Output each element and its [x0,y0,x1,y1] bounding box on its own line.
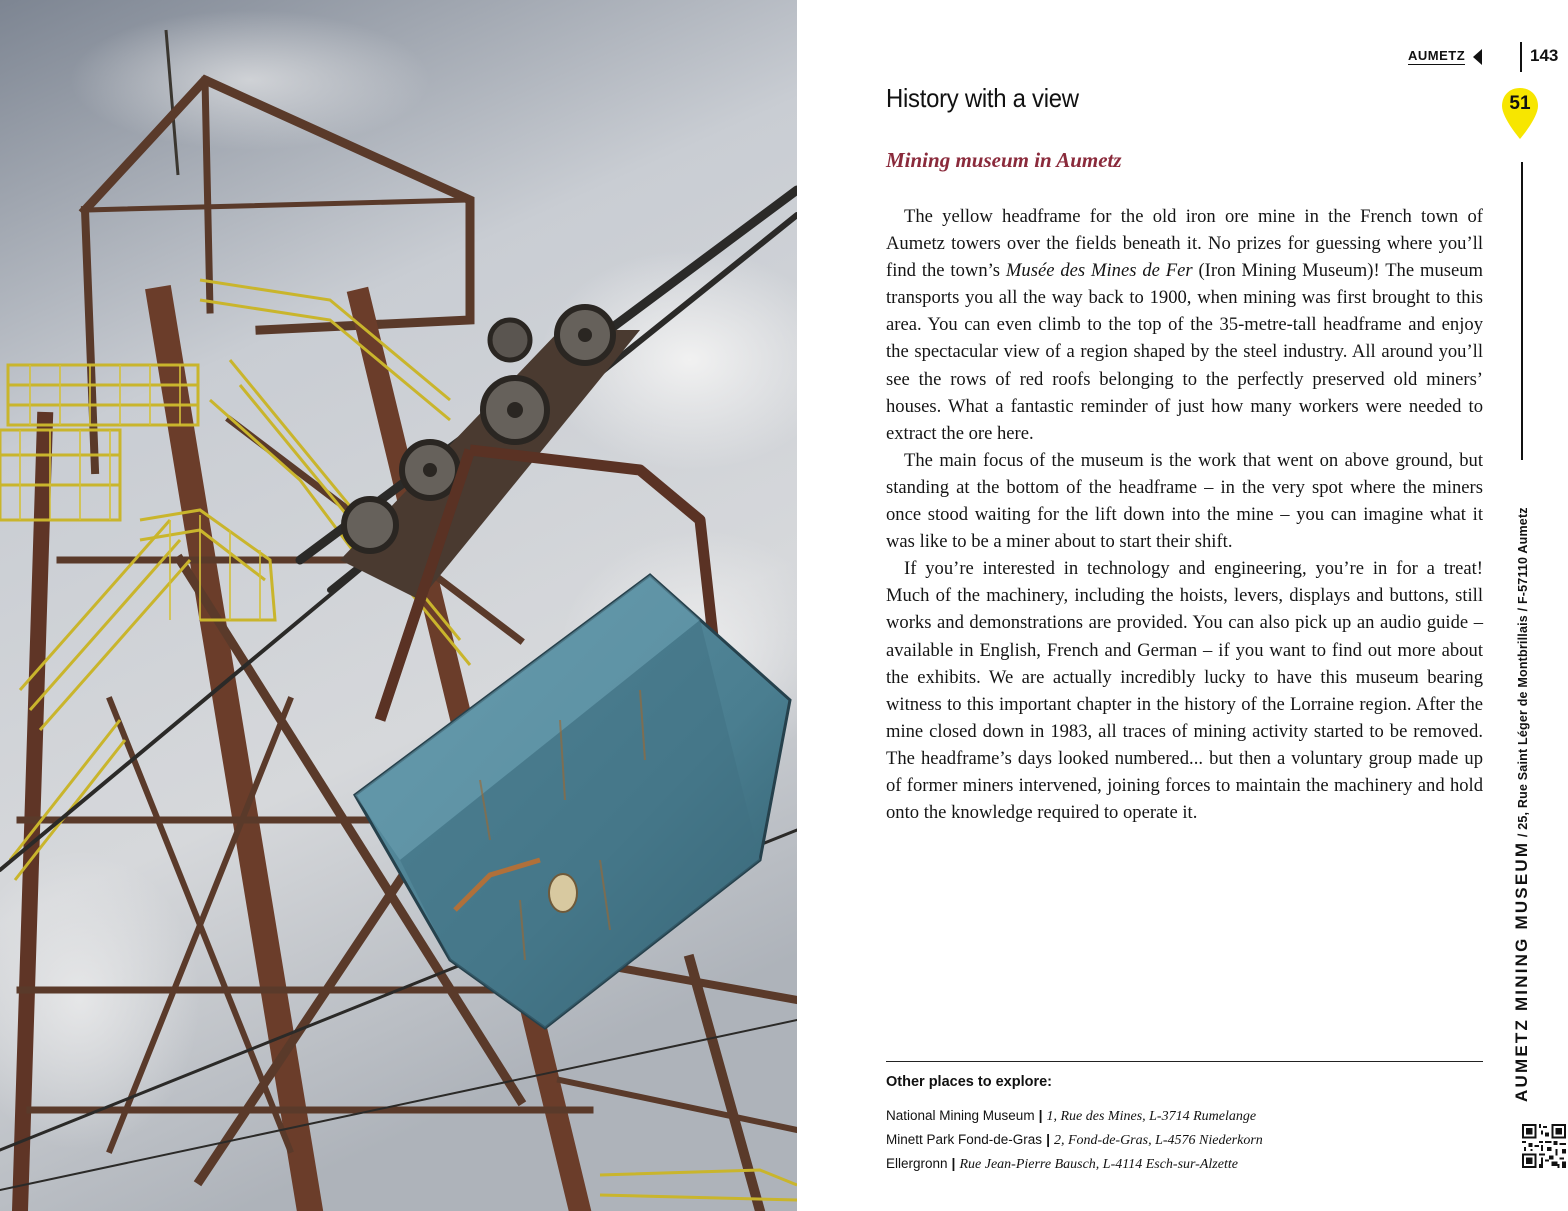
museum-french-name: Musée des Mines de Fer [1005,260,1193,282]
article-subtitle: Mining museum in Aumetz [886,148,1122,172]
page-number: 143 [1530,46,1559,65]
page-number-divider [1520,42,1522,72]
place-name: Minett Park Fond-de-Gras [886,1132,1043,1147]
article-title: History with a view [886,83,1079,113]
sidebar-title [1512,507,1532,1102]
separator: | [1038,1107,1043,1123]
paragraph-3: If you’re interested in technology and engineering, you’re in for a treat! Much of the machinery, including the hoists, levers, displays and buttons, still works and demonstrations are provided. You can also pick up an audio guide – available in English, French and German – if you want to find out more about the exhibits. We are actually incredibly lucky to have this museum bearing witness to this important chapter in the history of the Lorraine region. After the mine closed down in 1983, all traces of mining activity started to be removed. The headframe’s days looked numbered... but then a voluntary group made up of former miners intervened, joining forces to maintain the machinery and hold onto the knowledge required to operate it. [886,558,1483,824]
separator: | [1046,1131,1050,1147]
article-body [886,203,1483,826]
footer-divider [886,1061,1483,1062]
list-item [886,1104,1263,1128]
separator: | [951,1155,956,1171]
paragraph-2: The main focus of the museum is the work that went on above ground, but standing at the bottom of the headframe – in the very spot where the miners once stood waiting for the lift down into the mine – you can imagine what it was like to be a miner about to start their shift. [886,449,1483,553]
sidebar-place-name: AUMETZ MINING MUSEUM [1512,840,1531,1102]
section-tag: AUMETZ [1408,48,1466,63]
paragraph-1: The yellow headframe for the old iron ore mine in the French town of Aumetz towers over the fields beneath it. No prizes for guessing where you’ll find the town’s Musée des Mines de Fer (Iron Mining Museum)! The museum transports you all the way back to 1900, when mining was first brought to this area. You can even climb to the top of the 35-metre-tall headframe and enjoy the spectacular view of a region shaped by the steel industry. All around you’ll see the rows of red roofs belonging to the perfectly preserved old miners’ houses. What a fantastic reminder of just how many workers were needed to extract the ore here. [886,206,1483,444]
list-item [886,1152,1263,1176]
list-item [886,1128,1263,1152]
place-name: National Mining Museum [886,1108,1035,1123]
qr-code-icon[interactable] [1522,1124,1566,1168]
place-address: Rue Jean-Pierre Bausch, L-4114 Esch-sur-Alzette [959,1157,1238,1172]
place-address: 2, Fond-de-Gras, L-4576 Niederkorn [1053,1133,1263,1148]
other-places-list [886,1104,1263,1176]
place-name: Ellergronn [886,1156,948,1171]
sidebar-address: / 25, Rue Saint Léger de Montbrillais / F-57110 Aumetz [1516,507,1530,841]
back-arrow-icon[interactable] [1473,49,1482,65]
sidebar-rule [1521,162,1523,460]
other-places-heading: Other places to explore: [886,1074,1052,1090]
location-number: 51 [1509,93,1531,114]
place-address: 1, Rue des Mines, L-3714 Rumelange [1046,1109,1257,1124]
